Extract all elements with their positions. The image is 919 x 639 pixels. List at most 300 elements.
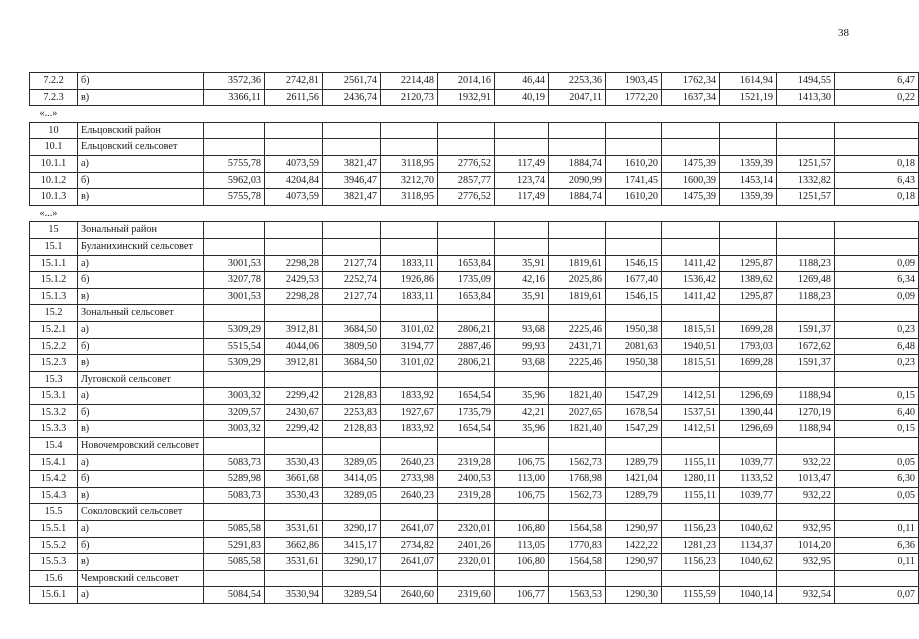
value-cell-4: 2640,60 [381,587,438,604]
empty-cell [549,371,606,388]
empty-cell [265,139,323,156]
empty-cell [265,305,323,322]
value-cell-3: 3290,17 [323,521,381,538]
row-code: 10.1.3 [30,189,78,206]
row-code: 15.3.2 [30,404,78,421]
value-cell-4: 3101,02 [381,355,438,372]
empty-cell [381,504,438,521]
empty-cell [662,504,720,521]
empty-cell [438,438,495,455]
value-cell-9: 1412,51 [662,421,720,438]
empty-cell [265,504,323,521]
value-cell-4: 1926,86 [381,272,438,289]
table-row [30,388,919,405]
value-cell-4: 2214,48 [381,73,438,90]
value-cell-2: 3530,43 [265,454,323,471]
value-cell-11: 1251,57 [777,155,835,172]
table-row [30,272,919,289]
value-cell-4: 3118,95 [381,155,438,172]
row-code: 15.2.2 [30,338,78,355]
empty-cell [777,371,835,388]
value-cell-6: 42,16 [495,272,549,289]
value-cell-6: 117,49 [495,189,549,206]
row-code: 15 [30,222,78,239]
empty-cell [720,222,777,239]
value-cell-4: 2641,07 [381,554,438,571]
value-cell-1: 5085,58 [204,554,265,571]
value-cell-7: 1562,73 [549,487,606,504]
value-cell-5: 1932,91 [438,89,495,106]
row-letter: б) [78,404,204,421]
section-row [30,570,919,587]
section-row [30,139,919,156]
value-cell-11: 1672,62 [777,338,835,355]
table-row [30,321,919,338]
value-cell-8: 1950,38 [606,321,662,338]
table-row [30,487,919,504]
value-cell-5: 1654,54 [438,388,495,405]
row-letter: а) [78,155,204,172]
empty-cell [777,122,835,139]
value-cell-7: 1821,40 [549,421,606,438]
value-cell-4: 2733,98 [381,471,438,488]
row-code: 7.2.2 [30,73,78,90]
value-cell-10: 1614,94 [720,73,777,90]
empty-cell [549,139,606,156]
empty-cell [606,570,662,587]
value-cell-12: 6,34 [835,272,919,289]
value-cell-1: 5309,29 [204,355,265,372]
empty-cell [720,570,777,587]
value-cell-3: 3821,47 [323,189,381,206]
row-letter: в) [78,89,204,106]
value-cell-2: 3912,81 [265,355,323,372]
empty-cell [265,222,323,239]
value-cell-10: 1699,28 [720,321,777,338]
value-cell-4: 1833,11 [381,255,438,272]
value-cell-8: 1741,45 [606,172,662,189]
value-cell-1: 3001,53 [204,288,265,305]
value-cell-2: 2299,42 [265,421,323,438]
value-cell-5: 2320,01 [438,521,495,538]
empty-cell [606,438,662,455]
section-title: Луговской сельсовет [78,371,204,388]
section-title: Зональный сельсовет [78,305,204,322]
value-cell-8: 1772,20 [606,89,662,106]
section-title: Ельцовский сельсовет [78,139,204,156]
value-cell-3: 3684,50 [323,321,381,338]
value-cell-12: 6,30 [835,471,919,488]
value-cell-5: 1735,09 [438,272,495,289]
value-cell-1: 5755,78 [204,189,265,206]
value-cell-1: 3001,53 [204,255,265,272]
value-cell-7: 2025,86 [549,272,606,289]
value-cell-1: 5083,73 [204,487,265,504]
empty-cell [720,139,777,156]
value-cell-12: 0,15 [835,421,919,438]
value-cell-8: 1289,79 [606,487,662,504]
value-cell-9: 1815,51 [662,355,720,372]
section-row [30,305,919,322]
value-cell-3: 3414,05 [323,471,381,488]
section-row [30,371,919,388]
value-cell-10: 1359,39 [720,155,777,172]
section-row [30,238,919,255]
row-code: 15.1.3 [30,288,78,305]
empty-cell [495,122,549,139]
empty-cell [438,305,495,322]
value-cell-2: 4204,84 [265,172,323,189]
empty-cell [662,122,720,139]
value-cell-9: 1156,23 [662,521,720,538]
value-cell-6: 117,49 [495,155,549,172]
empty-cell [606,238,662,255]
value-cell-2: 3530,94 [265,587,323,604]
row-code: 10.1 [30,139,78,156]
value-cell-11: 932,54 [777,587,835,604]
page-number: 38 [838,27,849,39]
value-cell-7: 1563,53 [549,587,606,604]
empty-cell [720,238,777,255]
value-cell-1: 5755,78 [204,155,265,172]
value-cell-3: 2127,74 [323,255,381,272]
row-code: 15.4.2 [30,471,78,488]
value-cell-7: 1819,61 [549,288,606,305]
value-cell-11: 1269,48 [777,272,835,289]
empty-cell [835,222,919,239]
value-cell-6: 35,96 [495,421,549,438]
row-code: 15.4.3 [30,487,78,504]
row-code: 15.5.1 [30,521,78,538]
row-code: 15.5 [30,504,78,521]
value-cell-9: 1156,23 [662,554,720,571]
empty-cell [549,504,606,521]
row-letter: б) [78,172,204,189]
row-letter: б) [78,471,204,488]
empty-cell [438,222,495,239]
value-cell-4: 3212,70 [381,172,438,189]
empty-cell [495,504,549,521]
value-cell-2: 3531,61 [265,554,323,571]
table-body [30,73,919,604]
value-cell-4: 2120,73 [381,89,438,106]
value-cell-5: 2320,01 [438,554,495,571]
row-code: 15.3.3 [30,421,78,438]
value-cell-6: 106,75 [495,454,549,471]
value-cell-4: 1927,67 [381,404,438,421]
value-cell-6: 42,21 [495,404,549,421]
section-title: Зональный район [78,222,204,239]
empty-cell [662,371,720,388]
value-cell-11: 1494,55 [777,73,835,90]
row-code: 15.1.2 [30,272,78,289]
value-cell-4: 1833,92 [381,421,438,438]
value-cell-4: 2640,23 [381,487,438,504]
value-cell-9: 1536,42 [662,272,720,289]
value-cell-12: 0,11 [835,554,919,571]
value-cell-1: 5962,03 [204,172,265,189]
value-cell-4: 3118,95 [381,189,438,206]
empty-cell [204,371,265,388]
table-row [30,255,919,272]
table-row [30,89,919,106]
row-code: 15.5.2 [30,537,78,554]
section-row [30,504,919,521]
value-cell-11: 1413,30 [777,89,835,106]
value-cell-1: 5084,54 [204,587,265,604]
value-cell-12: 6,36 [835,537,919,554]
empty-cell [720,305,777,322]
row-letter: в) [78,288,204,305]
value-cell-11: 1591,37 [777,321,835,338]
empty-cell [265,438,323,455]
value-cell-9: 1475,39 [662,155,720,172]
row-letter: б) [78,537,204,554]
value-cell-10: 1296,69 [720,421,777,438]
value-cell-5: 2400,53 [438,471,495,488]
value-cell-11: 1591,37 [777,355,835,372]
ellipsis-cell: «...» [39,207,58,219]
value-cell-8: 1903,45 [606,73,662,90]
value-cell-1: 3207,78 [204,272,265,289]
row-code: 15.3.1 [30,388,78,405]
empty-cell [495,438,549,455]
empty-cell [323,570,381,587]
empty-cell [495,570,549,587]
empty-cell [549,570,606,587]
table-row [30,288,919,305]
value-cell-5: 1653,84 [438,255,495,272]
value-cell-3: 2561,74 [323,73,381,90]
section-title: Буланихинский сельсовет [78,238,204,255]
value-cell-12: 0,18 [835,189,919,206]
row-code: 15.2.3 [30,355,78,372]
empty-cell [204,222,265,239]
value-cell-8: 1547,29 [606,421,662,438]
value-cell-2: 4044,06 [265,338,323,355]
value-cell-10: 1521,19 [720,89,777,106]
value-cell-11: 1188,94 [777,388,835,405]
value-cell-5: 2319,28 [438,454,495,471]
value-cell-7: 2090,99 [549,172,606,189]
value-cell-5: 2401,26 [438,537,495,554]
value-cell-8: 1421,04 [606,471,662,488]
value-cell-7: 1819,61 [549,255,606,272]
row-code: 15.5.3 [30,554,78,571]
value-cell-11: 1270,19 [777,404,835,421]
empty-cell [606,504,662,521]
value-cell-3: 2128,83 [323,388,381,405]
value-cell-8: 1290,97 [606,521,662,538]
empty-cell [204,438,265,455]
value-cell-4: 1833,92 [381,388,438,405]
row-letter: а) [78,521,204,538]
value-cell-12: 6,43 [835,172,919,189]
value-cell-12: 0,09 [835,255,919,272]
value-cell-4: 3101,02 [381,321,438,338]
value-cell-6: 106,80 [495,554,549,571]
empty-cell [662,238,720,255]
value-cell-3: 3821,47 [323,155,381,172]
value-cell-12: 0,05 [835,454,919,471]
value-cell-1: 3209,57 [204,404,265,421]
row-code: 15.2 [30,305,78,322]
value-cell-7: 1564,58 [549,554,606,571]
value-cell-6: 113,05 [495,537,549,554]
value-cell-9: 1762,34 [662,73,720,90]
empty-cell [381,570,438,587]
empty-cell [323,122,381,139]
empty-cell [606,222,662,239]
value-cell-8: 1546,15 [606,288,662,305]
empty-cell [777,139,835,156]
empty-cell [606,305,662,322]
value-cell-9: 1815,51 [662,321,720,338]
empty-cell [662,222,720,239]
empty-cell [720,371,777,388]
empty-cell [495,139,549,156]
section-row [30,222,919,239]
value-cell-3: 3809,50 [323,338,381,355]
value-cell-6: 106,80 [495,521,549,538]
row-letter: а) [78,321,204,338]
value-cell-9: 1475,39 [662,189,720,206]
value-cell-10: 1040,14 [720,587,777,604]
value-cell-11: 932,95 [777,521,835,538]
value-cell-10: 1390,44 [720,404,777,421]
value-cell-9: 1537,51 [662,404,720,421]
empty-cell [835,438,919,455]
value-cell-8: 1289,79 [606,454,662,471]
section-title: Ельцовский район [78,122,204,139]
value-cell-4: 2734,82 [381,537,438,554]
empty-cell [777,504,835,521]
table-row [30,421,919,438]
value-cell-3: 3415,17 [323,537,381,554]
empty-cell [204,305,265,322]
value-cell-12: 0,18 [835,155,919,172]
value-cell-7: 1564,58 [549,521,606,538]
row-letter: б) [78,338,204,355]
row-letter: а) [78,587,204,604]
empty-cell [835,371,919,388]
value-cell-10: 1295,87 [720,288,777,305]
value-cell-7: 2225,46 [549,321,606,338]
empty-cell [549,305,606,322]
value-cell-9: 1412,51 [662,388,720,405]
table-row [30,338,919,355]
empty-cell [381,305,438,322]
row-code: 15.2.1 [30,321,78,338]
value-cell-5: 2806,21 [438,355,495,372]
value-cell-12: 6,47 [835,73,919,90]
value-cell-11: 932,22 [777,454,835,471]
empty-cell [549,238,606,255]
value-cell-7: 2225,46 [549,355,606,372]
empty-cell [381,122,438,139]
row-letter: а) [78,255,204,272]
empty-cell [720,122,777,139]
value-cell-7: 1768,98 [549,471,606,488]
row-letter: а) [78,454,204,471]
value-cell-10: 1040,62 [720,554,777,571]
value-cell-12: 0,15 [835,388,919,405]
empty-cell [204,139,265,156]
value-cell-2: 4073,59 [265,155,323,172]
value-cell-12: 0,05 [835,487,919,504]
value-cell-5: 1735,79 [438,404,495,421]
empty-cell [381,371,438,388]
value-cell-1: 3003,32 [204,388,265,405]
empty-cell [265,371,323,388]
value-cell-8: 1422,22 [606,537,662,554]
value-cell-8: 1546,15 [606,255,662,272]
row-code: 10.1.1 [30,155,78,172]
value-cell-8: 1610,20 [606,155,662,172]
empty-cell [204,570,265,587]
value-cell-9: 1155,11 [662,454,720,471]
value-cell-2: 2611,56 [265,89,323,106]
section-row [30,438,919,455]
section-row [30,122,919,139]
empty-cell [606,371,662,388]
value-cell-11: 1014,20 [777,537,835,554]
table-row [30,172,919,189]
value-cell-2: 2742,81 [265,73,323,90]
value-cell-6: 113,00 [495,471,549,488]
table-row [30,404,919,421]
value-cell-3: 3684,50 [323,355,381,372]
empty-cell [777,438,835,455]
table-row [30,454,919,471]
value-cell-6: 123,74 [495,172,549,189]
value-cell-7: 1821,40 [549,388,606,405]
empty-cell [662,139,720,156]
value-cell-3: 3946,47 [323,172,381,189]
value-cell-12: 0,07 [835,587,919,604]
empty-cell [777,222,835,239]
table-row [30,73,919,90]
empty-cell [323,438,381,455]
ellipsis-cell: «...» [39,108,58,120]
table-row [30,355,919,372]
value-cell-9: 1411,42 [662,255,720,272]
value-cell-7: 2431,71 [549,338,606,355]
value-cell-7: 1562,73 [549,454,606,471]
empty-cell [265,570,323,587]
row-code: 15.6.1 [30,587,78,604]
empty-cell [323,238,381,255]
empty-cell [265,122,323,139]
value-cell-11: 932,95 [777,554,835,571]
row-letter: в) [78,421,204,438]
value-cell-5: 2014,16 [438,73,495,90]
value-cell-12: 6,40 [835,404,919,421]
value-cell-6: 106,75 [495,487,549,504]
value-cell-2: 3530,43 [265,487,323,504]
empty-cell [777,305,835,322]
value-cell-12: 0,11 [835,521,919,538]
empty-cell [720,504,777,521]
value-cell-1: 5291,83 [204,537,265,554]
value-cell-6: 99,93 [495,338,549,355]
empty-cell [438,570,495,587]
empty-cell [662,570,720,587]
value-cell-8: 1290,97 [606,554,662,571]
table-row [30,189,919,206]
value-cell-9: 1940,51 [662,338,720,355]
row-letter: в) [78,554,204,571]
